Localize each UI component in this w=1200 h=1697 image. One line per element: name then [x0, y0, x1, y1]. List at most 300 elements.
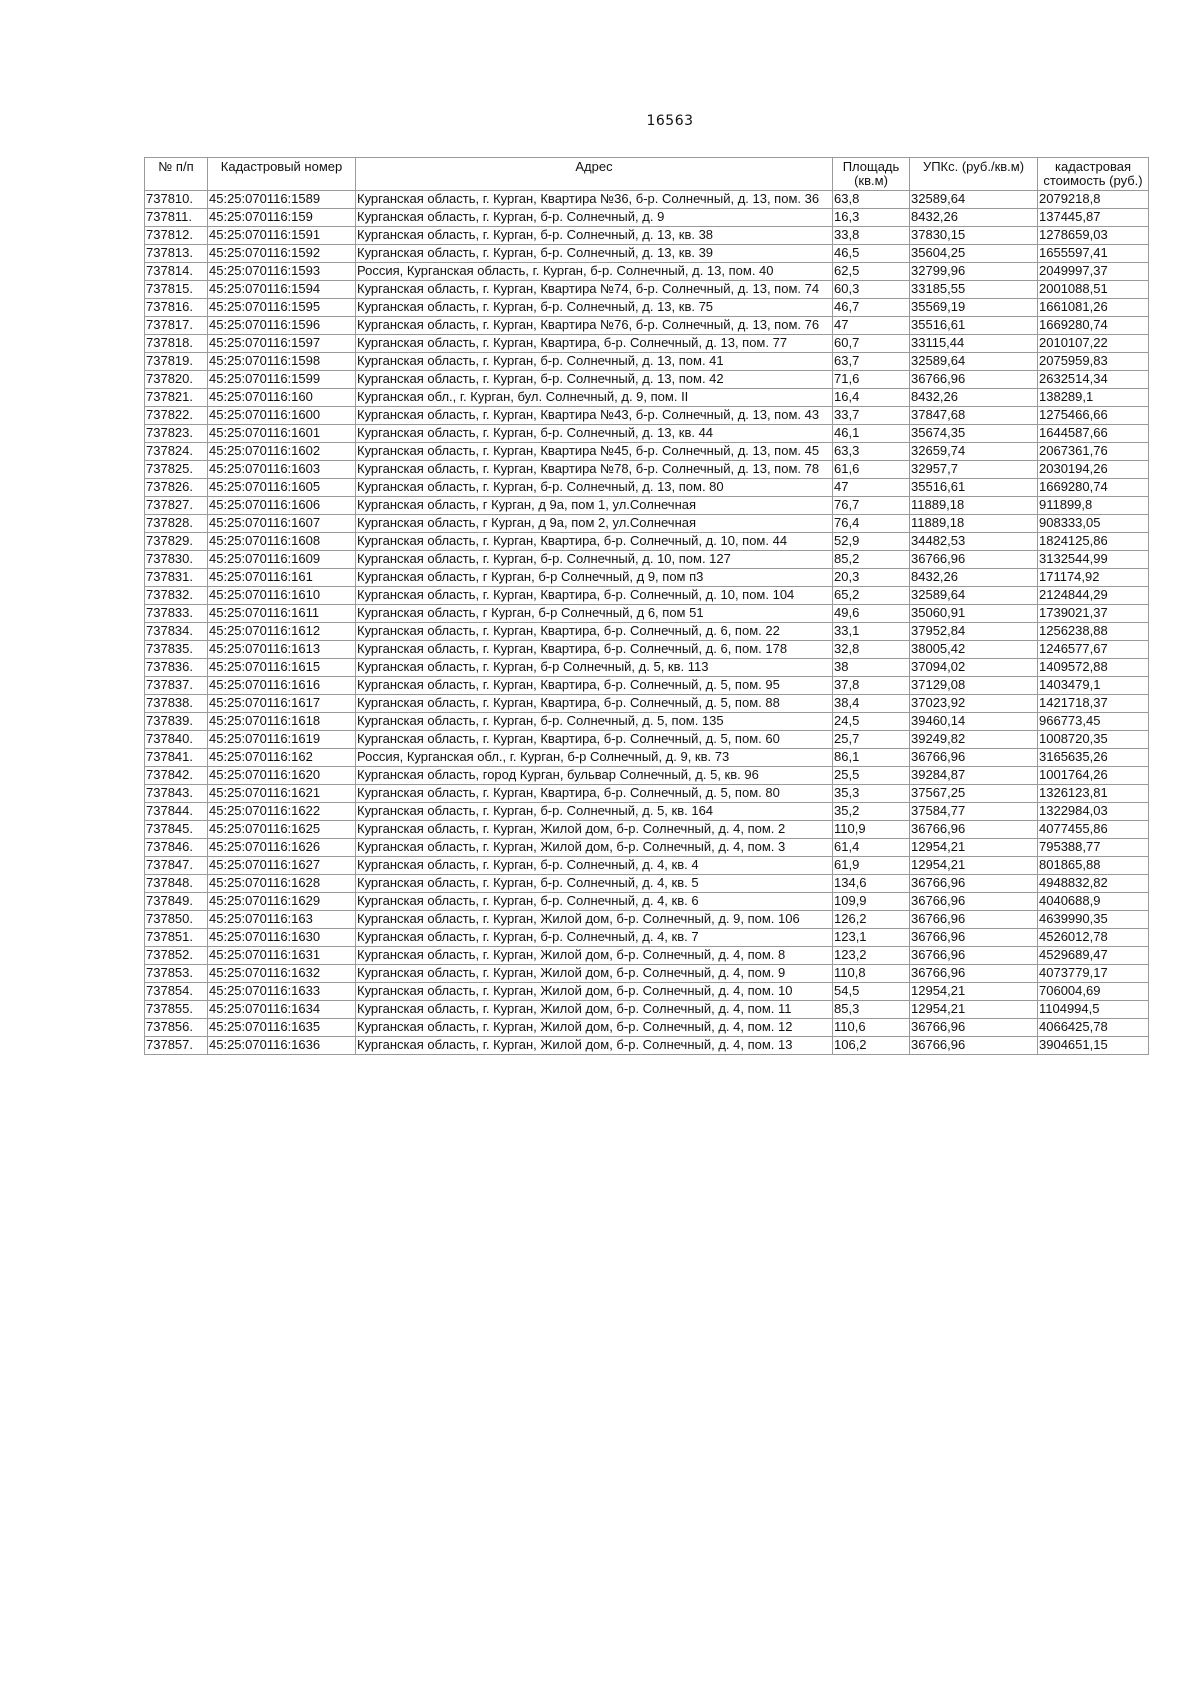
table-row [145, 497, 1149, 515]
row-number-cell: 737838. [145, 695, 208, 713]
area-cell: 38,4 [833, 695, 910, 713]
cadastral-cost-cell: 911899,8 [1038, 497, 1149, 515]
row-number-cell: 737845. [145, 821, 208, 839]
table-row [145, 317, 1149, 335]
table-row [145, 533, 1149, 551]
cadastral-number-cell: 45:25:070116:1601 [208, 425, 356, 443]
area-cell: 110,8 [833, 965, 910, 983]
row-number-cell: 737844. [145, 803, 208, 821]
row-number-cell: 737811. [145, 209, 208, 227]
row-number-cell: 737841. [145, 749, 208, 767]
row-number-cell: 737815. [145, 281, 208, 299]
cadastral-cost-cell: 1246577,67 [1038, 641, 1149, 659]
cadastral-table [144, 157, 1149, 1055]
row-number-cell: 737823. [145, 425, 208, 443]
address-cell: Курганская область, г. Курган, Квартира №76, б-р. Солнечный, д. 13, пом. 76 [356, 317, 833, 335]
upks-cell: 37094,02 [910, 659, 1038, 677]
area-cell: 62,5 [833, 263, 910, 281]
cadastral-number-cell: 45:25:070116:1633 [208, 983, 356, 1001]
table-row [145, 911, 1149, 929]
cadastral-number-cell: 45:25:070116:1596 [208, 317, 356, 335]
upks-cell: 11889,18 [910, 497, 1038, 515]
upks-cell: 12954,21 [910, 1001, 1038, 1019]
address-cell: Курганская область, г. Курган, б-р. Солнечный, д. 4, кв. 6 [356, 893, 833, 911]
address-cell: Курганская область, г. Курган, б-р. Солнечный, д. 10, пом. 127 [356, 551, 833, 569]
area-cell: 16,4 [833, 389, 910, 407]
cadastral-number-cell: 45:25:070116:1636 [208, 1037, 356, 1055]
upks-cell: 36766,96 [910, 911, 1038, 929]
cadastral-cost-cell: 138289,1 [1038, 389, 1149, 407]
table-row [145, 1037, 1149, 1055]
upks-cell: 36766,96 [910, 1037, 1038, 1055]
upks-cell: 34482,53 [910, 533, 1038, 551]
area-cell: 60,7 [833, 335, 910, 353]
cadastral-number-cell: 45:25:070116:160 [208, 389, 356, 407]
cadastral-number-cell: 45:25:070116:1613 [208, 641, 356, 659]
cadastral-number-cell: 45:25:070116:1625 [208, 821, 356, 839]
header-area: Площадь (кв.м) [833, 158, 910, 191]
cadastral-cost-cell: 706004,69 [1038, 983, 1149, 1001]
cadastral-cost-cell: 2010107,22 [1038, 335, 1149, 353]
upks-cell: 38005,42 [910, 641, 1038, 659]
row-number-cell: 737827. [145, 497, 208, 515]
area-cell: 60,3 [833, 281, 910, 299]
upks-cell: 37584,77 [910, 803, 1038, 821]
cadastral-number-cell: 45:25:070116:1610 [208, 587, 356, 605]
area-cell: 38 [833, 659, 910, 677]
cadastral-cost-cell: 1644587,66 [1038, 425, 1149, 443]
row-number-cell: 737836. [145, 659, 208, 677]
cadastral-number-cell: 45:25:070116:1608 [208, 533, 356, 551]
table-row [145, 515, 1149, 533]
cadastral-cost-cell: 1661081,26 [1038, 299, 1149, 317]
upks-cell: 37129,08 [910, 677, 1038, 695]
cadastral-cost-cell: 2067361,76 [1038, 443, 1149, 461]
address-cell: Курганская область, г. Курган, б-р. Солнечный, д. 13, пом. 80 [356, 479, 833, 497]
area-cell: 76,4 [833, 515, 910, 533]
area-cell: 63,8 [833, 191, 910, 209]
table-row [145, 857, 1149, 875]
cadastral-cost-cell: 1322984,03 [1038, 803, 1149, 821]
header-cadastral-cost: кадастровая стоимость (руб.) [1038, 158, 1149, 191]
cadastral-cost-cell: 2124844,29 [1038, 587, 1149, 605]
cadastral-number-cell: 45:25:070116:1630 [208, 929, 356, 947]
address-cell: Курганская область, г. Курган, Квартира, б-р. Солнечный, д. 6, пом. 22 [356, 623, 833, 641]
address-cell: Курганская область, г. Курган, б-р. Солнечный, д. 13, кв. 44 [356, 425, 833, 443]
cadastral-number-cell: 45:25:070116:1629 [208, 893, 356, 911]
area-cell: 47 [833, 479, 910, 497]
area-cell: 47 [833, 317, 910, 335]
cadastral-cost-cell: 1403479,1 [1038, 677, 1149, 695]
table-row [145, 281, 1149, 299]
row-number-cell: 737831. [145, 569, 208, 587]
area-cell: 65,2 [833, 587, 910, 605]
address-cell: Курганская область, г. Курган, Квартира, б-р. Солнечный, д. 5, пом. 60 [356, 731, 833, 749]
cadastral-number-cell: 45:25:070116:1606 [208, 497, 356, 515]
table-row [145, 353, 1149, 371]
address-cell: Курганская область, г. Курган, Квартира №45, б-р. Солнечный, д. 13, пом. 45 [356, 443, 833, 461]
table-row [145, 731, 1149, 749]
cadastral-cost-cell: 1326123,81 [1038, 785, 1149, 803]
upks-cell: 36766,96 [910, 875, 1038, 893]
row-number-cell: 737843. [145, 785, 208, 803]
area-cell: 134,6 [833, 875, 910, 893]
address-cell: Курганская область, г. Курган, Квартира, б-р. Солнечный, д. 5, пом. 88 [356, 695, 833, 713]
table-row [145, 209, 1149, 227]
table-row [145, 443, 1149, 461]
cadastral-cost-cell: 1669280,74 [1038, 479, 1149, 497]
address-cell: Курганская область, г. Курган, б-р. Солнечный, д. 13, кв. 38 [356, 227, 833, 245]
cadastral-number-cell: 45:25:070116:1605 [208, 479, 356, 497]
row-number-cell: 737853. [145, 965, 208, 983]
upks-cell: 12954,21 [910, 983, 1038, 1001]
upks-cell: 36766,96 [910, 965, 1038, 983]
table-row [145, 461, 1149, 479]
address-cell: Курганская область, г. Курган, б-р. Солнечный, д. 4, кв. 4 [356, 857, 833, 875]
upks-cell: 32589,64 [910, 587, 1038, 605]
header-address: Адрес [356, 158, 833, 191]
cadastral-cost-cell: 2632514,34 [1038, 371, 1149, 389]
area-cell: 106,2 [833, 1037, 910, 1055]
cadastral-number-cell: 45:25:070116:1600 [208, 407, 356, 425]
table-row [145, 713, 1149, 731]
row-number-cell: 737857. [145, 1037, 208, 1055]
area-cell: 61,6 [833, 461, 910, 479]
cadastral-number-cell: 45:25:070116:1617 [208, 695, 356, 713]
table-header [145, 158, 1149, 191]
cadastral-number-cell: 45:25:070116:159 [208, 209, 356, 227]
address-cell: Курганская область, г. Курган, Жилой дом, б-р. Солнечный, д. 9, пом. 106 [356, 911, 833, 929]
address-cell: Курганская область, г. Курган, Квартира, б-р. Солнечный, д. 5, пом. 80 [356, 785, 833, 803]
upks-cell: 36766,96 [910, 1019, 1038, 1037]
area-cell: 86,1 [833, 749, 910, 767]
row-number-cell: 737854. [145, 983, 208, 1001]
row-number-cell: 737856. [145, 1019, 208, 1037]
header-upks: УПКс. (руб./кв.м) [910, 158, 1038, 191]
address-cell: Курганская область, г. Курган, б-р. Солнечный, д. 5, пом. 135 [356, 713, 833, 731]
row-number-cell: 737837. [145, 677, 208, 695]
area-cell: 76,7 [833, 497, 910, 515]
area-cell: 33,7 [833, 407, 910, 425]
table-row [145, 191, 1149, 209]
area-cell: 123,1 [833, 929, 910, 947]
row-number-cell: 737846. [145, 839, 208, 857]
table-row [145, 263, 1149, 281]
cadastral-number-cell: 45:25:070116:1589 [208, 191, 356, 209]
cadastral-number-cell: 45:25:070116:1592 [208, 245, 356, 263]
area-cell: 54,5 [833, 983, 910, 1001]
row-number-cell: 737839. [145, 713, 208, 731]
table-body [145, 191, 1149, 1055]
upks-cell: 36766,96 [910, 821, 1038, 839]
address-cell: Курганская область, г Курган, д 9а, пом 2, ул.Солнечная [356, 515, 833, 533]
cadastral-cost-cell: 1409572,88 [1038, 659, 1149, 677]
upks-cell: 35516,61 [910, 479, 1038, 497]
address-cell: Курганская область, г. Курган, Жилой дом, б-р. Солнечный, д. 4, пом. 8 [356, 947, 833, 965]
upks-cell: 35516,61 [910, 317, 1038, 335]
area-cell: 52,9 [833, 533, 910, 551]
address-cell: Курганская область, г. Курган, Квартира №36, б-р. Солнечный, д. 13, пом. 36 [356, 191, 833, 209]
row-number-cell: 737848. [145, 875, 208, 893]
row-number-cell: 737855. [145, 1001, 208, 1019]
row-number-cell: 737825. [145, 461, 208, 479]
area-cell: 33,8 [833, 227, 910, 245]
cadastral-cost-cell: 966773,45 [1038, 713, 1149, 731]
page-number: 16563 [646, 113, 694, 129]
cadastral-number-cell: 45:25:070116:1621 [208, 785, 356, 803]
cadastral-cost-cell: 1655597,41 [1038, 245, 1149, 263]
upks-cell: 39249,82 [910, 731, 1038, 749]
area-cell: 32,8 [833, 641, 910, 659]
table-row [145, 947, 1149, 965]
upks-cell: 36766,96 [910, 929, 1038, 947]
upks-cell: 32799,96 [910, 263, 1038, 281]
cadastral-number-cell: 45:25:070116:1627 [208, 857, 356, 875]
row-number-cell: 737817. [145, 317, 208, 335]
cadastral-cost-cell: 171174,92 [1038, 569, 1149, 587]
row-number-cell: 737834. [145, 623, 208, 641]
upks-cell: 36766,96 [910, 551, 1038, 569]
address-cell: Курганская область, г. Курган, Квартира, б-р. Солнечный, д. 5, пом. 95 [356, 677, 833, 695]
cadastral-number-cell: 45:25:070116:1626 [208, 839, 356, 857]
upks-cell: 32957,7 [910, 461, 1038, 479]
address-cell: Курганская область, г. Курган, б-р. Солнечный, д. 13, кв. 39 [356, 245, 833, 263]
header-number: № п/п [145, 158, 208, 191]
upks-cell: 32589,64 [910, 353, 1038, 371]
area-cell: 46,5 [833, 245, 910, 263]
cadastral-cost-cell: 795388,77 [1038, 839, 1149, 857]
area-cell: 25,5 [833, 767, 910, 785]
row-number-cell: 737828. [145, 515, 208, 533]
upks-cell: 32659,74 [910, 443, 1038, 461]
cadastral-number-cell: 45:25:070116:1597 [208, 335, 356, 353]
cadastral-number-cell: 45:25:070116:1618 [208, 713, 356, 731]
cadastral-number-cell: 45:25:070116:161 [208, 569, 356, 587]
row-number-cell: 737851. [145, 929, 208, 947]
area-cell: 20,3 [833, 569, 910, 587]
address-cell: Курганская область, г. Курган, Квартира, б-р. Солнечный, д. 6, пом. 178 [356, 641, 833, 659]
row-number-cell: 737842. [145, 767, 208, 785]
cadastral-cost-cell: 137445,87 [1038, 209, 1149, 227]
table-row [145, 623, 1149, 641]
table-row [145, 893, 1149, 911]
address-cell: Курганская область, г. Курган, б-р Солнечный, д. 5, кв. 113 [356, 659, 833, 677]
upks-cell: 37830,15 [910, 227, 1038, 245]
address-cell: Курганская область, г. Курган, Квартира, б-р. Солнечный, д. 13, пом. 77 [356, 335, 833, 353]
address-cell: Курганская область, г. Курган, Квартира №43, б-р. Солнечный, д. 13, пом. 43 [356, 407, 833, 425]
address-cell: Курганская область, г. Курган, б-р. Солнечный, д. 4, кв. 5 [356, 875, 833, 893]
cadastral-number-cell: 45:25:070116:1612 [208, 623, 356, 641]
area-cell: 35,2 [833, 803, 910, 821]
cadastral-number-cell: 45:25:070116:1603 [208, 461, 356, 479]
cadastral-cost-cell: 1421718,37 [1038, 695, 1149, 713]
row-number-cell: 737835. [145, 641, 208, 659]
cadastral-number-cell: 45:25:070116:1611 [208, 605, 356, 623]
cadastral-cost-cell: 4948832,82 [1038, 875, 1149, 893]
table-row [145, 227, 1149, 245]
area-cell: 63,3 [833, 443, 910, 461]
area-cell: 123,2 [833, 947, 910, 965]
row-number-cell: 737829. [145, 533, 208, 551]
cadastral-number-cell: 45:25:070116:1593 [208, 263, 356, 281]
address-cell: Курганская область, г. Курган, б-р. Солнечный, д. 9 [356, 209, 833, 227]
table-row [145, 929, 1149, 947]
row-number-cell: 737822. [145, 407, 208, 425]
area-cell: 61,9 [833, 857, 910, 875]
cadastral-cost-cell: 2001088,51 [1038, 281, 1149, 299]
area-cell: 25,7 [833, 731, 910, 749]
row-number-cell: 737826. [145, 479, 208, 497]
cadastral-number-cell: 45:25:070116:162 [208, 749, 356, 767]
address-cell: Россия, Курганская обл., г. Курган, б-р Солнечный, д. 9, кв. 73 [356, 749, 833, 767]
cadastral-cost-cell: 4529689,47 [1038, 947, 1149, 965]
table-row [145, 641, 1149, 659]
area-cell: 46,7 [833, 299, 910, 317]
upks-cell: 35060,91 [910, 605, 1038, 623]
row-number-cell: 737810. [145, 191, 208, 209]
area-cell: 33,1 [833, 623, 910, 641]
cadastral-cost-cell: 1256238,88 [1038, 623, 1149, 641]
address-cell: Курганская область, г. Курган, Жилой дом, б-р. Солнечный, д. 4, пом. 3 [356, 839, 833, 857]
upks-cell: 37023,92 [910, 695, 1038, 713]
upks-cell: 36766,96 [910, 947, 1038, 965]
row-number-cell: 737830. [145, 551, 208, 569]
address-cell: Курганская область, г Курган, б-р Солнечный, д 6, пом 51 [356, 605, 833, 623]
upks-cell: 11889,18 [910, 515, 1038, 533]
row-number-cell: 737852. [145, 947, 208, 965]
address-cell: Курганская область, г. Курган, б-р. Солнечный, д. 5, кв. 164 [356, 803, 833, 821]
upks-cell: 37567,25 [910, 785, 1038, 803]
address-cell: Курганская область, г. Курган, Квартира, б-р. Солнечный, д. 10, пом. 44 [356, 533, 833, 551]
cadastral-number-cell: 45:25:070116:1619 [208, 731, 356, 749]
upks-cell: 35604,25 [910, 245, 1038, 263]
area-cell: 110,9 [833, 821, 910, 839]
row-number-cell: 737816. [145, 299, 208, 317]
upks-cell: 33185,55 [910, 281, 1038, 299]
area-cell: 49,6 [833, 605, 910, 623]
row-number-cell: 737824. [145, 443, 208, 461]
area-cell: 110,6 [833, 1019, 910, 1037]
row-number-cell: 737840. [145, 731, 208, 749]
cadastral-number-cell: 45:25:070116:1595 [208, 299, 356, 317]
table-row [145, 299, 1149, 317]
upks-cell: 39284,87 [910, 767, 1038, 785]
cadastral-cost-cell: 4077455,86 [1038, 821, 1149, 839]
cadastral-number-cell: 45:25:070116:1628 [208, 875, 356, 893]
cadastral-cost-cell: 2079218,8 [1038, 191, 1149, 209]
upks-cell: 12954,21 [910, 857, 1038, 875]
upks-cell: 8432,26 [910, 389, 1038, 407]
upks-cell: 8432,26 [910, 569, 1038, 587]
cadastral-number-cell: 45:25:070116:1631 [208, 947, 356, 965]
row-number-cell: 737847. [145, 857, 208, 875]
address-cell: Курганская область, г. Курган, Жилой дом, б-р. Солнечный, д. 4, пом. 10 [356, 983, 833, 1001]
area-cell: 109,9 [833, 893, 910, 911]
table-row [145, 875, 1149, 893]
cadastral-number-cell: 45:25:070116:1594 [208, 281, 356, 299]
cadastral-cost-cell: 908333,05 [1038, 515, 1149, 533]
cadastral-cost-cell: 1278659,03 [1038, 227, 1149, 245]
cadastral-cost-cell: 3904651,15 [1038, 1037, 1149, 1055]
address-cell: Курганская область, г Курган, б-р Солнечный, д 9, пом п3 [356, 569, 833, 587]
table-row [145, 551, 1149, 569]
address-cell: Курганская область, г. Курган, б-р. Солнечный, д. 4, кв. 7 [356, 929, 833, 947]
table-row [145, 839, 1149, 857]
cadastral-number-cell: 45:25:070116:1607 [208, 515, 356, 533]
address-cell: Курганская область, г. Курган, Жилой дом, б-р. Солнечный, д. 4, пом. 11 [356, 1001, 833, 1019]
address-cell: Курганская область, г. Курган, б-р. Солнечный, д. 13, кв. 75 [356, 299, 833, 317]
cadastral-number-cell: 45:25:070116:1632 [208, 965, 356, 983]
row-number-cell: 737813. [145, 245, 208, 263]
table-row [145, 425, 1149, 443]
row-number-cell: 737820. [145, 371, 208, 389]
cadastral-cost-cell: 4526012,78 [1038, 929, 1149, 947]
upks-cell: 37952,84 [910, 623, 1038, 641]
upks-cell: 33115,44 [910, 335, 1038, 353]
row-number-cell: 737833. [145, 605, 208, 623]
address-cell: Курганская область, г. Курган, Жилой дом, б-р. Солнечный, д. 4, пом. 9 [356, 965, 833, 983]
table-row [145, 677, 1149, 695]
upks-cell: 12954,21 [910, 839, 1038, 857]
table-row [145, 965, 1149, 983]
upks-cell: 35569,19 [910, 299, 1038, 317]
address-cell: Курганская область, г. Курган, Квартира №78, б-р. Солнечный, д. 13, пом. 78 [356, 461, 833, 479]
table-row [145, 767, 1149, 785]
cadastral-cost-cell: 3165635,26 [1038, 749, 1149, 767]
cadastral-cost-cell: 4040688,9 [1038, 893, 1149, 911]
upks-cell: 8432,26 [910, 209, 1038, 227]
cadastral-cost-cell: 1824125,86 [1038, 533, 1149, 551]
cadastral-cost-cell: 1104994,5 [1038, 1001, 1149, 1019]
cadastral-cost-cell: 4066425,78 [1038, 1019, 1149, 1037]
table-row [145, 659, 1149, 677]
area-cell: 126,2 [833, 911, 910, 929]
table-row [145, 389, 1149, 407]
cadastral-number-cell: 45:25:070116:1602 [208, 443, 356, 461]
cadastral-number-cell: 45:25:070116:1622 [208, 803, 356, 821]
table-row [145, 605, 1149, 623]
cadastral-cost-cell: 3132544,99 [1038, 551, 1149, 569]
address-cell: Курганская обл., г. Курган, бул. Солнечный, д. 9, пом. II [356, 389, 833, 407]
cadastral-number-cell: 45:25:070116:1609 [208, 551, 356, 569]
cadastral-number-cell: 45:25:070116:163 [208, 911, 356, 929]
row-number-cell: 737819. [145, 353, 208, 371]
area-cell: 24,5 [833, 713, 910, 731]
address-cell: Россия, Курганская область, г. Курган, б-р. Солнечный, д. 13, пом. 40 [356, 263, 833, 281]
cadastral-cost-cell: 801865,88 [1038, 857, 1149, 875]
area-cell: 46,1 [833, 425, 910, 443]
cadastral-number-cell: 45:25:070116:1615 [208, 659, 356, 677]
table-row [145, 785, 1149, 803]
address-cell: Курганская область, г. Курган, Квартира №74, б-р. Солнечный, д. 13, пом. 74 [356, 281, 833, 299]
row-number-cell: 737849. [145, 893, 208, 911]
cadastral-cost-cell: 1669280,74 [1038, 317, 1149, 335]
cadastral-cost-cell: 1008720,35 [1038, 731, 1149, 749]
cadastral-cost-cell: 4073779,17 [1038, 965, 1149, 983]
cadastral-cost-cell: 1001764,26 [1038, 767, 1149, 785]
area-cell: 61,4 [833, 839, 910, 857]
address-cell: Курганская область, г. Курган, б-р. Солнечный, д. 13, пом. 41 [356, 353, 833, 371]
table-row [145, 695, 1149, 713]
table-row [145, 587, 1149, 605]
address-cell: Курганская область, г. Курган, б-р. Солнечный, д. 13, пом. 42 [356, 371, 833, 389]
table-row [145, 479, 1149, 497]
upks-cell: 37847,68 [910, 407, 1038, 425]
row-number-cell: 737821. [145, 389, 208, 407]
cadastral-number-cell: 45:25:070116:1598 [208, 353, 356, 371]
upks-cell: 39460,14 [910, 713, 1038, 731]
cadastral-cost-cell: 2030194,26 [1038, 461, 1149, 479]
